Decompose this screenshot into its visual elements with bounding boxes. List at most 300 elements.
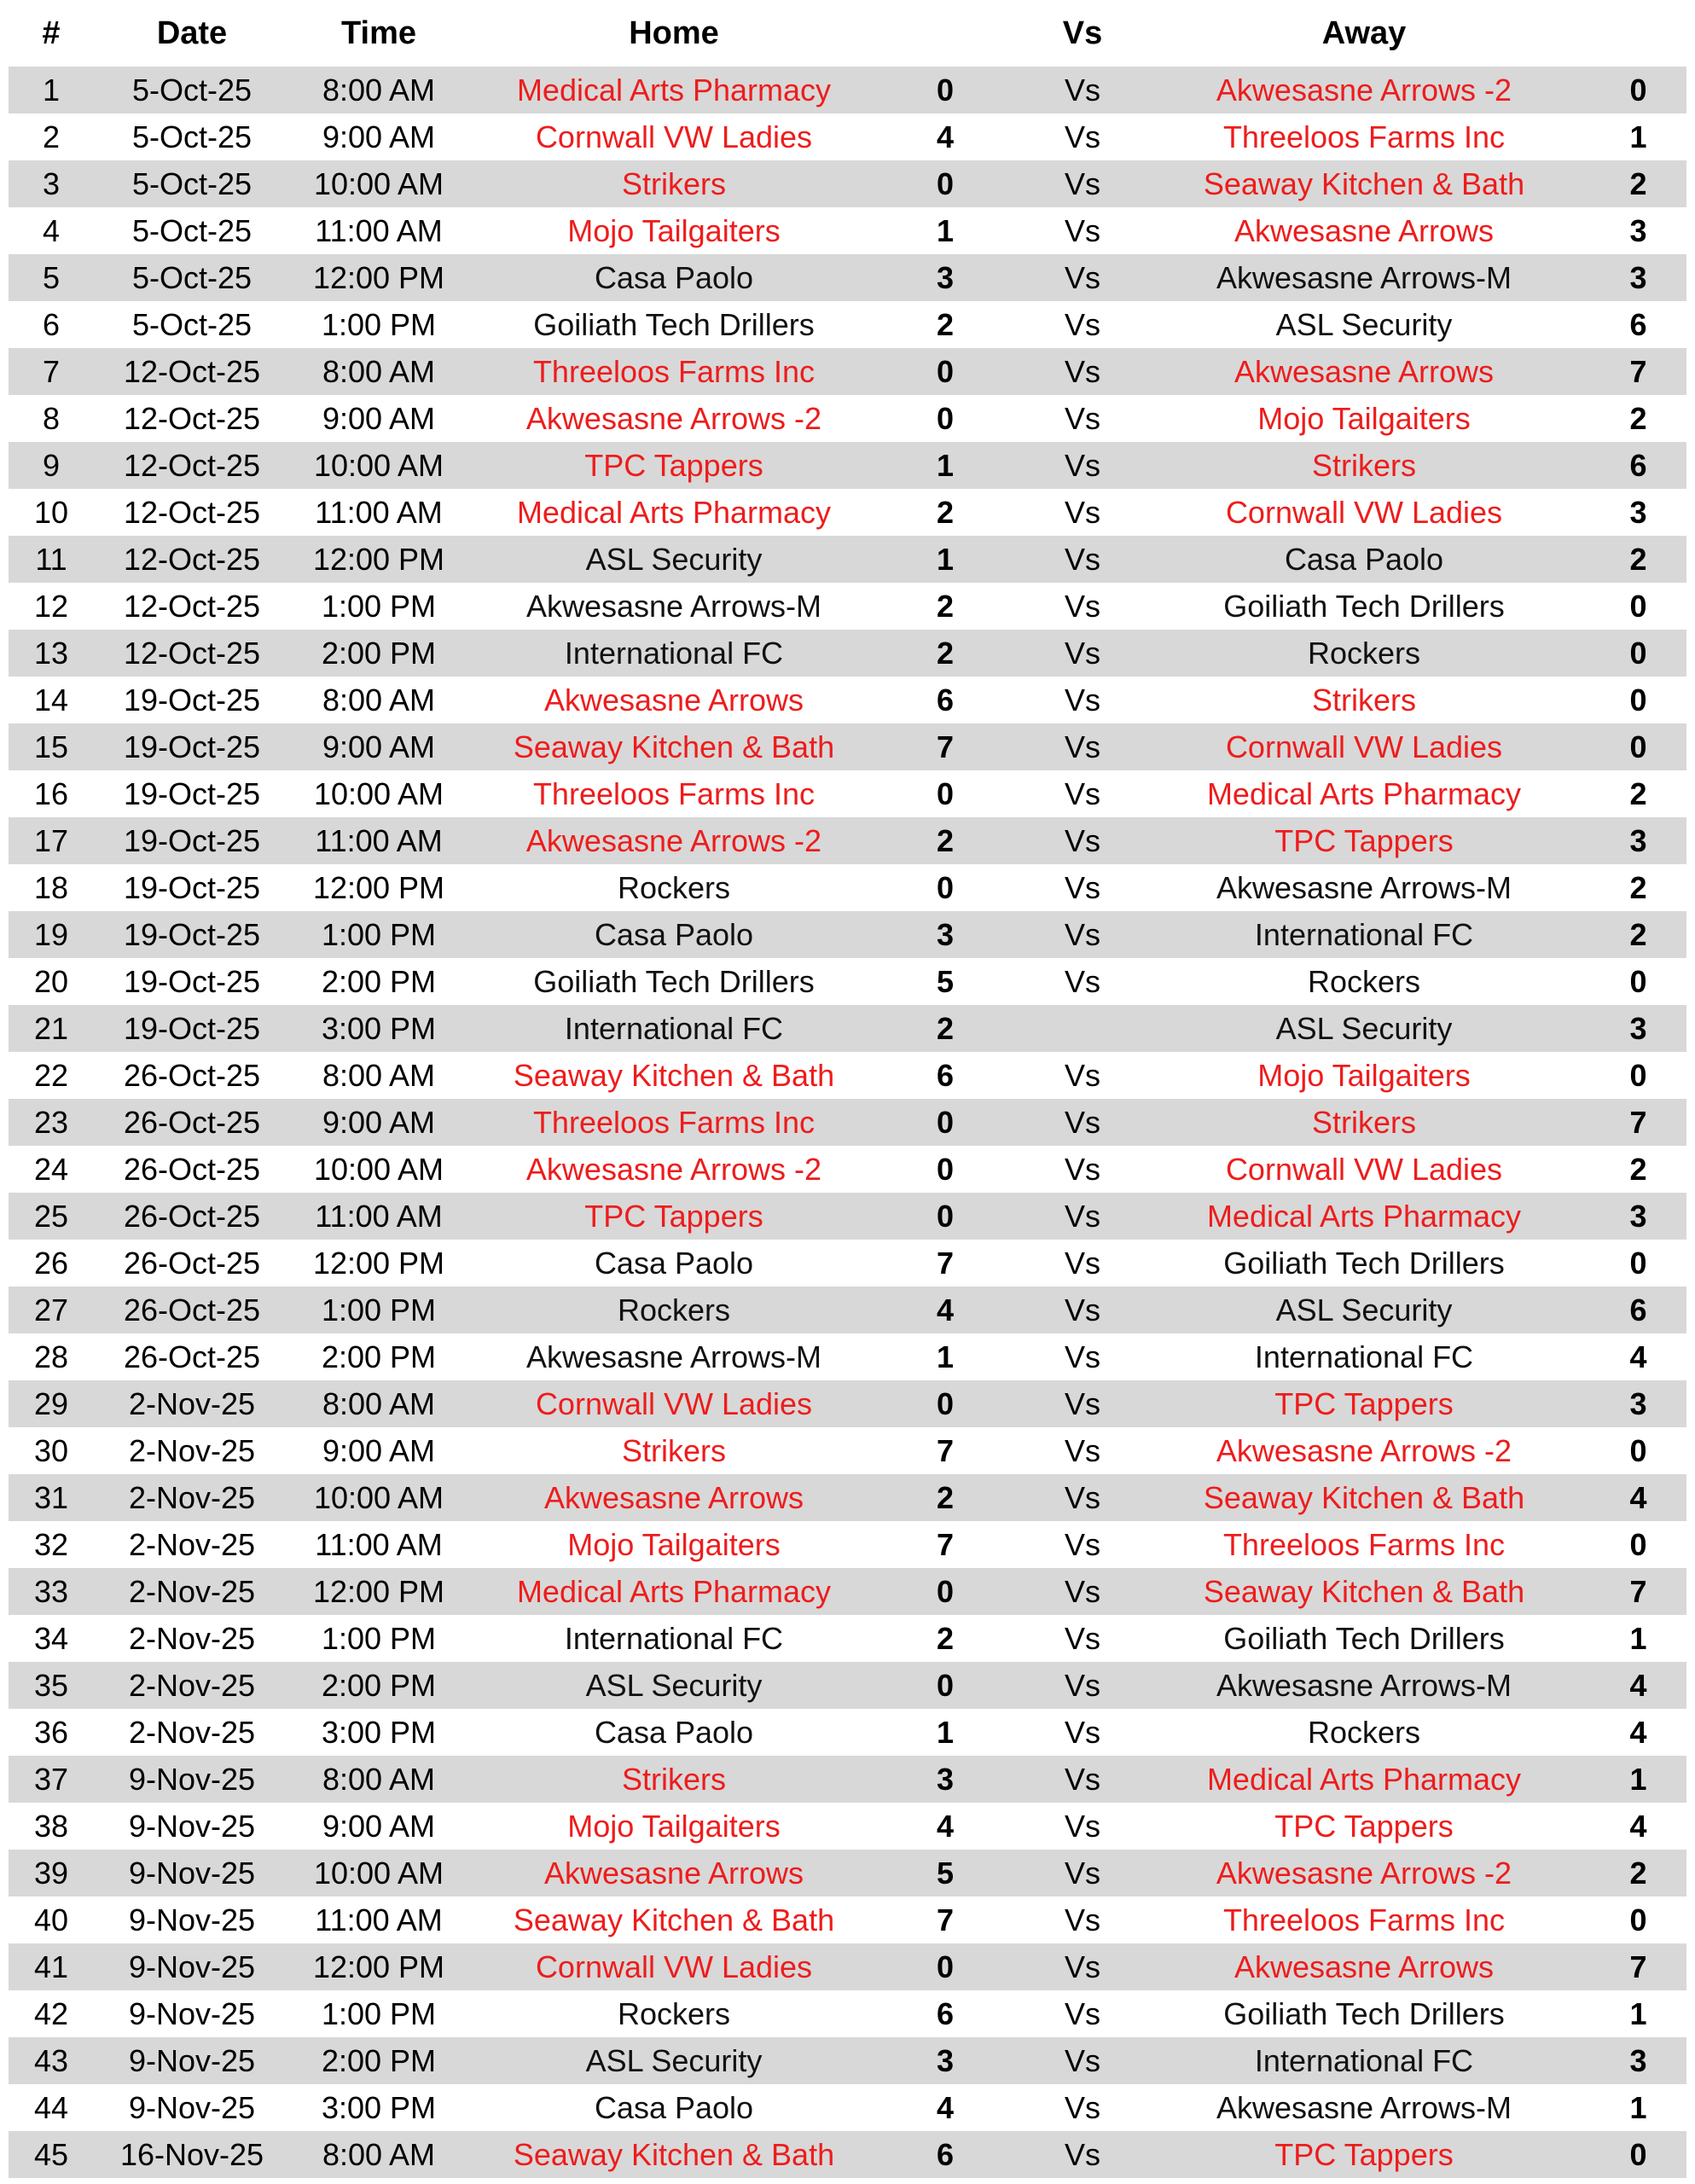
table-row bbox=[0, 1615, 1695, 1662]
table-row bbox=[0, 207, 1695, 254]
away-score: 0 bbox=[1629, 589, 1647, 624]
schedule-rows bbox=[0, 67, 1695, 2178]
game-time: 12:00 PM bbox=[282, 1943, 476, 1990]
game-date: 9-Nov-25 bbox=[102, 1850, 282, 1896]
away-team: ASL Security bbox=[1146, 1287, 1582, 1333]
away-team: Goiliath Tech Drillers bbox=[1223, 1621, 1505, 1656]
game-date: 5-Oct-25 bbox=[102, 254, 282, 301]
away-score: 1 bbox=[1629, 1621, 1647, 1656]
home-score: 4 bbox=[936, 2090, 955, 2125]
table-row bbox=[0, 817, 1695, 864]
game-number: 3 bbox=[0, 160, 102, 207]
away-team: Rockers bbox=[1307, 964, 1421, 999]
home-score: 3 bbox=[872, 911, 1019, 958]
table-row bbox=[0, 254, 1695, 301]
away-score: 1 bbox=[1629, 1996, 1647, 2031]
home-score: 7 bbox=[936, 1433, 955, 1468]
game-date: 2-Nov-25 bbox=[128, 1433, 256, 1468]
game-date: 19-Oct-25 bbox=[123, 682, 261, 717]
game-time: 10:00 AM bbox=[282, 442, 476, 489]
table-row bbox=[0, 958, 1695, 1005]
game-date: 9-Nov-25 bbox=[128, 1996, 256, 2031]
game-number: 13 bbox=[0, 630, 102, 677]
away-team: Cornwall VW Ladies bbox=[1225, 495, 1503, 530]
game-time: 2:00 PM bbox=[321, 1339, 437, 1374]
away-team: Akwesasne Arrows bbox=[1234, 213, 1495, 248]
game-number: 35 bbox=[0, 1662, 102, 1709]
home-team: ASL Security bbox=[476, 1662, 872, 1709]
home-score: 0 bbox=[872, 1380, 1019, 1427]
home-team: Akwesasne Arrows bbox=[476, 1850, 872, 1896]
game-date: 2-Nov-25 bbox=[102, 1568, 282, 1615]
game-number: 27 bbox=[0, 1287, 102, 1333]
table-row bbox=[0, 1990, 1695, 2037]
home-team: Casa Paolo bbox=[594, 1246, 754, 1281]
game-number: 24 bbox=[33, 1152, 69, 1187]
away-score: 1 bbox=[1629, 2090, 1647, 2125]
game-time: 8:00 AM bbox=[282, 67, 476, 113]
home-team: Strikers bbox=[476, 160, 872, 207]
game-date: 19-Oct-25 bbox=[102, 817, 282, 864]
away-score: 2 bbox=[1629, 401, 1647, 436]
game-time: 12:00 PM bbox=[312, 1246, 445, 1281]
game-time: 8:00 AM bbox=[282, 1380, 476, 1427]
home-team: Casa Paolo bbox=[594, 2090, 754, 2125]
home-team: TPC Tappers bbox=[476, 442, 872, 489]
game-date: 5-Oct-25 bbox=[131, 213, 253, 248]
away-team: Goiliath Tech Drillers bbox=[1223, 1996, 1505, 2031]
home-team: Casa Paolo bbox=[594, 1715, 754, 1750]
away-team: Akwesasne Arrows -2 bbox=[1146, 1850, 1582, 1896]
home-score: 1 bbox=[872, 536, 1019, 583]
game-number: 19 bbox=[0, 911, 102, 958]
game-number: 9 bbox=[0, 442, 102, 489]
home-score: 2 bbox=[936, 589, 955, 624]
game-number: 40 bbox=[33, 1902, 69, 1937]
table-row bbox=[0, 911, 1695, 958]
game-number: 17 bbox=[0, 817, 102, 864]
table-row bbox=[0, 677, 1695, 723]
game-time: 1:00 PM bbox=[321, 1621, 437, 1656]
game-time: 11:00 AM bbox=[282, 817, 476, 864]
home-score: 0 bbox=[872, 1943, 1019, 1990]
table-row bbox=[0, 113, 1695, 160]
vs-label: Vs bbox=[1064, 1152, 1100, 1187]
away-team: International FC bbox=[1254, 1339, 1474, 1374]
away-score: 0 bbox=[1582, 723, 1695, 770]
home-team: Goiliath Tech Drillers bbox=[533, 964, 815, 999]
away-score: 0 bbox=[1629, 1527, 1647, 1562]
home-team: Threeloos Farms Inc bbox=[476, 348, 872, 395]
vs-label: Vs bbox=[1019, 1099, 1146, 1146]
home-team: Akwesasne Arrows -2 bbox=[476, 817, 872, 864]
away-score: 7 bbox=[1582, 348, 1695, 395]
game-number: 22 bbox=[33, 1058, 69, 1093]
home-score: 6 bbox=[936, 1996, 955, 2031]
away-team: ASL Security bbox=[1275, 307, 1453, 342]
home-score: 3 bbox=[872, 254, 1019, 301]
home-score: 6 bbox=[936, 682, 955, 717]
game-time: 1:00 PM bbox=[321, 307, 437, 342]
game-time: 11:00 AM bbox=[315, 213, 443, 248]
home-score: 2 bbox=[872, 1474, 1019, 1521]
home-team: International FC bbox=[476, 1005, 872, 1052]
away-team: Cornwall VW Ladies bbox=[1146, 723, 1582, 770]
home-score: 7 bbox=[936, 1527, 955, 1562]
home-score: 2 bbox=[872, 817, 1019, 864]
table-row bbox=[0, 864, 1695, 911]
away-team: TPC Tappers bbox=[1146, 817, 1582, 864]
away-team: Seaway Kitchen & Bath bbox=[1146, 160, 1582, 207]
away-score: 3 bbox=[1582, 1380, 1695, 1427]
away-score: 4 bbox=[1629, 1715, 1647, 1750]
game-date: 26-Oct-25 bbox=[102, 1099, 282, 1146]
game-date: 2-Nov-25 bbox=[128, 1527, 256, 1562]
game-date: 26-Oct-25 bbox=[102, 1193, 282, 1240]
away-score: 3 bbox=[1629, 495, 1647, 530]
table-row bbox=[0, 1005, 1695, 1052]
home-score: 0 bbox=[936, 401, 955, 436]
game-time: 1:00 PM bbox=[321, 589, 437, 624]
table-row bbox=[0, 1896, 1695, 1943]
table-row bbox=[0, 348, 1695, 395]
away-score: 0 bbox=[1582, 630, 1695, 677]
game-date: 26-Oct-25 bbox=[123, 1058, 261, 1093]
away-team: Strikers bbox=[1146, 442, 1582, 489]
vs-label: Vs bbox=[1064, 495, 1100, 530]
table-row bbox=[0, 1427, 1695, 1474]
away-score: 6 bbox=[1582, 442, 1695, 489]
away-team: Goiliath Tech Drillers bbox=[1223, 589, 1505, 624]
home-team: Rockers bbox=[476, 1287, 872, 1333]
home-team: Seaway Kitchen & Bath bbox=[476, 723, 872, 770]
home-team: Akwesasne Arrows bbox=[543, 682, 804, 717]
game-time: 11:00 AM bbox=[315, 1902, 443, 1937]
game-number: 37 bbox=[0, 1756, 102, 1803]
away-team: Akwesasne Arrows -2 bbox=[1146, 67, 1582, 113]
away-score: 2 bbox=[1629, 870, 1647, 905]
home-score: 5 bbox=[936, 964, 955, 999]
vs-label: Vs bbox=[1064, 2090, 1100, 2125]
home-team: International FC bbox=[476, 630, 872, 677]
away-score: 3 bbox=[1582, 254, 1695, 301]
table-row bbox=[0, 489, 1695, 536]
game-date: 2-Nov-25 bbox=[128, 1715, 256, 1750]
home-team: Rockers bbox=[617, 870, 731, 905]
vs-label: Vs bbox=[1064, 1715, 1100, 1750]
away-team: TPC Tappers bbox=[1146, 2131, 1582, 2178]
home-score: 7 bbox=[872, 723, 1019, 770]
game-date: 12-Oct-25 bbox=[123, 495, 261, 530]
home-team: International FC bbox=[564, 1621, 784, 1656]
away-team: Casa Paolo bbox=[1146, 536, 1582, 583]
game-date: 19-Oct-25 bbox=[102, 911, 282, 958]
game-time: 2:00 PM bbox=[282, 2037, 476, 2084]
vs-label: Vs bbox=[1019, 1568, 1146, 1615]
away-team: TPC Tappers bbox=[1146, 1380, 1582, 1427]
away-team: International FC bbox=[1146, 2037, 1582, 2084]
game-number: 29 bbox=[0, 1380, 102, 1427]
table-row bbox=[0, 1099, 1695, 1146]
vs-label: Vs bbox=[1064, 1996, 1100, 2031]
vs-label bbox=[1019, 1005, 1146, 1052]
home-score: 1 bbox=[936, 213, 955, 248]
away-team: International FC bbox=[1146, 911, 1582, 958]
game-number: 25 bbox=[0, 1193, 102, 1240]
home-team: Medical Arts Pharmacy bbox=[476, 1568, 872, 1615]
home-team: Mojo Tailgaiters bbox=[567, 1527, 781, 1562]
game-time: 10:00 AM bbox=[282, 1850, 476, 1896]
vs-label: Vs bbox=[1064, 1809, 1100, 1844]
game-time: 12:00 PM bbox=[282, 536, 476, 583]
table-row bbox=[0, 1240, 1695, 1287]
game-number: 28 bbox=[33, 1339, 69, 1374]
game-date: 19-Oct-25 bbox=[123, 870, 261, 905]
game-time: 8:00 AM bbox=[282, 348, 476, 395]
table-row bbox=[0, 442, 1695, 489]
vs-label: Vs bbox=[1064, 682, 1100, 717]
game-date: 16-Nov-25 bbox=[102, 2131, 282, 2178]
away-score: 1 bbox=[1629, 119, 1647, 154]
away-team: Akwesasne Arrows bbox=[1146, 348, 1582, 395]
game-date: 19-Oct-25 bbox=[102, 723, 282, 770]
away-team: Goiliath Tech Drillers bbox=[1223, 1246, 1505, 1281]
vs-label: Vs bbox=[1019, 1474, 1146, 1521]
table-row bbox=[0, 160, 1695, 207]
home-score: 2 bbox=[936, 307, 955, 342]
away-score: 0 bbox=[1629, 1433, 1647, 1468]
game-time: 1:00 PM bbox=[282, 911, 476, 958]
away-team: Threeloos Farms Inc bbox=[1222, 119, 1506, 154]
vs-label: Vs bbox=[1064, 776, 1100, 811]
table-row bbox=[0, 2084, 1695, 2131]
game-date: 2-Nov-25 bbox=[102, 1474, 282, 1521]
home-team: Rockers bbox=[617, 1996, 731, 2031]
game-number: 20 bbox=[33, 964, 69, 999]
home-team: Cornwall VW Ladies bbox=[476, 1943, 872, 1990]
vs-label: Vs bbox=[1019, 1193, 1146, 1240]
away-score: 2 bbox=[1582, 536, 1695, 583]
game-number: 42 bbox=[33, 1996, 69, 2031]
game-time: 8:00 AM bbox=[322, 682, 436, 717]
home-team: Medical Arts Pharmacy bbox=[476, 67, 872, 113]
table-row bbox=[0, 1709, 1695, 1756]
header-date: Date bbox=[156, 15, 228, 51]
away-team: Rockers bbox=[1146, 630, 1582, 677]
away-score: 0 bbox=[1629, 1058, 1647, 1093]
home-team: Goiliath Tech Drillers bbox=[533, 307, 815, 342]
away-score: 6 bbox=[1629, 307, 1647, 342]
vs-label: Vs bbox=[1064, 1902, 1100, 1937]
vs-label: Vs bbox=[1064, 964, 1100, 999]
game-date: 5-Oct-25 bbox=[131, 119, 253, 154]
game-time: 2:00 PM bbox=[282, 630, 476, 677]
home-score: 6 bbox=[872, 2131, 1019, 2178]
game-date: 9-Nov-25 bbox=[102, 2037, 282, 2084]
vs-label: Vs bbox=[1019, 723, 1146, 770]
vs-label: Vs bbox=[1019, 536, 1146, 583]
home-score: 1 bbox=[872, 442, 1019, 489]
table-row bbox=[0, 2037, 1695, 2084]
vs-label: Vs bbox=[1019, 67, 1146, 113]
home-score: 4 bbox=[872, 1287, 1019, 1333]
game-date: 26-Oct-25 bbox=[123, 1246, 261, 1281]
vs-label: Vs bbox=[1064, 1246, 1100, 1281]
game-number: 41 bbox=[0, 1943, 102, 1990]
game-number: 45 bbox=[0, 2131, 102, 2178]
vs-label: Vs bbox=[1019, 2131, 1146, 2178]
away-team: Akwesasne Arrows-M bbox=[1146, 254, 1582, 301]
game-time: 9:00 AM bbox=[322, 119, 436, 154]
home-score: 0 bbox=[872, 1568, 1019, 1615]
away-team: Mojo Tailgaiters bbox=[1257, 1058, 1471, 1093]
game-number: 30 bbox=[33, 1433, 69, 1468]
game-number: 16 bbox=[33, 776, 69, 811]
game-date: 19-Oct-25 bbox=[102, 1005, 282, 1052]
game-date: 9-Nov-25 bbox=[102, 1943, 282, 1990]
away-score: 7 bbox=[1582, 1099, 1695, 1146]
home-team: ASL Security bbox=[476, 536, 872, 583]
home-team: Akwesasne Arrows-M bbox=[525, 1339, 822, 1374]
table-row bbox=[0, 723, 1695, 770]
game-time: 10:00 AM bbox=[313, 1152, 444, 1187]
game-date: 19-Oct-25 bbox=[123, 776, 261, 811]
game-time: 9:00 AM bbox=[282, 1099, 476, 1146]
table-row bbox=[0, 67, 1695, 113]
home-score: 2 bbox=[872, 1005, 1019, 1052]
game-date: 9-Nov-25 bbox=[102, 1756, 282, 1803]
home-team: Medical Arts Pharmacy bbox=[516, 495, 832, 530]
game-number: 18 bbox=[33, 870, 69, 905]
game-date: 9-Nov-25 bbox=[128, 1809, 256, 1844]
game-number: 2 bbox=[42, 119, 61, 154]
away-score: 3 bbox=[1629, 213, 1647, 248]
home-score: 7 bbox=[936, 1902, 955, 1937]
home-team: Threeloos Farms Inc bbox=[532, 776, 816, 811]
game-time: 12:00 PM bbox=[312, 870, 445, 905]
header-time: Time bbox=[340, 15, 416, 51]
game-date: 2-Nov-25 bbox=[102, 1380, 282, 1427]
game-time: 9:00 AM bbox=[322, 1433, 436, 1468]
header-home: Home bbox=[629, 15, 719, 51]
home-score: 0 bbox=[872, 1193, 1019, 1240]
away-team: Medical Arts Pharmacy bbox=[1146, 1756, 1582, 1803]
away-score: 3 bbox=[1582, 817, 1695, 864]
away-team: Strikers bbox=[1311, 682, 1416, 717]
vs-label: Vs bbox=[1019, 1662, 1146, 1709]
game-date: 12-Oct-25 bbox=[123, 589, 261, 624]
table-row bbox=[0, 1193, 1695, 1240]
game-number: 12 bbox=[33, 589, 69, 624]
away-team: Akwesasne Arrows-M bbox=[1216, 2090, 1512, 2125]
table-row bbox=[0, 1052, 1695, 1099]
table-row bbox=[0, 2131, 1695, 2178]
table-row bbox=[0, 1380, 1695, 1427]
game-time: 3:00 PM bbox=[282, 1005, 476, 1052]
home-score: 0 bbox=[936, 1152, 955, 1187]
header-row bbox=[0, 0, 1695, 67]
away-team: Medical Arts Pharmacy bbox=[1206, 776, 1522, 811]
away-score: 4 bbox=[1629, 1809, 1647, 1844]
away-score: 1 bbox=[1582, 1756, 1695, 1803]
home-team: ASL Security bbox=[476, 2037, 872, 2084]
game-time: 10:00 AM bbox=[282, 1474, 476, 1521]
home-team: Threeloos Farms Inc bbox=[476, 1099, 872, 1146]
game-time: 1:00 PM bbox=[282, 1287, 476, 1333]
table-row bbox=[0, 1850, 1695, 1896]
table-row bbox=[0, 1287, 1695, 1333]
vs-label: Vs bbox=[1019, 1756, 1146, 1803]
game-number: 11 bbox=[0, 536, 102, 583]
away-score: 0 bbox=[1629, 682, 1647, 717]
table-row bbox=[0, 536, 1695, 583]
game-time: 3:00 PM bbox=[321, 2090, 437, 2125]
game-date: 12-Oct-25 bbox=[102, 630, 282, 677]
game-date: 5-Oct-25 bbox=[102, 67, 282, 113]
home-score: 0 bbox=[872, 160, 1019, 207]
home-score: 2 bbox=[872, 630, 1019, 677]
away-score: 0 bbox=[1629, 1902, 1647, 1937]
game-number: 32 bbox=[33, 1527, 69, 1562]
vs-label: Vs bbox=[1064, 1433, 1100, 1468]
away-score: 2 bbox=[1582, 1850, 1695, 1896]
game-number: 39 bbox=[0, 1850, 102, 1896]
away-team: ASL Security bbox=[1146, 1005, 1582, 1052]
game-number: 43 bbox=[0, 2037, 102, 2084]
game-time: 10:00 AM bbox=[282, 160, 476, 207]
game-date: 19-Oct-25 bbox=[123, 964, 261, 999]
vs-label: Vs bbox=[1019, 1287, 1146, 1333]
game-time: 11:00 AM bbox=[315, 495, 443, 530]
home-score: 2 bbox=[936, 495, 955, 530]
home-team: Akwesasne Arrows -2 bbox=[525, 401, 822, 436]
home-team: Seaway Kitchen & Bath bbox=[476, 2131, 872, 2178]
vs-label: Vs bbox=[1064, 1058, 1100, 1093]
away-team: Akwesasne Arrows-M bbox=[1216, 870, 1512, 905]
home-score: 2 bbox=[936, 1621, 955, 1656]
home-team: TPC Tappers bbox=[476, 1193, 872, 1240]
table-row bbox=[0, 1568, 1695, 1615]
table-row bbox=[0, 1333, 1695, 1380]
game-number: 33 bbox=[0, 1568, 102, 1615]
header-away-score bbox=[1582, 0, 1695, 67]
table-row bbox=[0, 1803, 1695, 1850]
vs-label: Vs bbox=[1019, 160, 1146, 207]
game-number: 4 bbox=[42, 213, 61, 248]
table-row bbox=[0, 1521, 1695, 1568]
game-number: 23 bbox=[0, 1099, 102, 1146]
game-date: 26-Oct-25 bbox=[102, 1287, 282, 1333]
home-team: Akwesasne Arrows bbox=[476, 1474, 872, 1521]
away-score: 2 bbox=[1582, 911, 1695, 958]
home-score: 6 bbox=[936, 1058, 955, 1093]
game-time: 12:00 PM bbox=[282, 1568, 476, 1615]
game-time: 9:00 AM bbox=[322, 1809, 436, 1844]
home-team: Mojo Tailgaiters bbox=[567, 1809, 781, 1844]
game-number: 15 bbox=[0, 723, 102, 770]
game-date: 12-Oct-25 bbox=[123, 401, 261, 436]
away-score: 0 bbox=[1629, 964, 1647, 999]
away-score: 7 bbox=[1582, 1568, 1695, 1615]
vs-label: Vs bbox=[1019, 817, 1146, 864]
away-score: 0 bbox=[1582, 67, 1695, 113]
home-score: 0 bbox=[872, 1099, 1019, 1146]
home-team: Strikers bbox=[621, 1433, 726, 1468]
game-date: 9-Nov-25 bbox=[128, 2090, 256, 2125]
game-time: 8:00 AM bbox=[282, 2131, 476, 2178]
table-row bbox=[0, 583, 1695, 630]
vs-label: Vs bbox=[1019, 1850, 1146, 1896]
